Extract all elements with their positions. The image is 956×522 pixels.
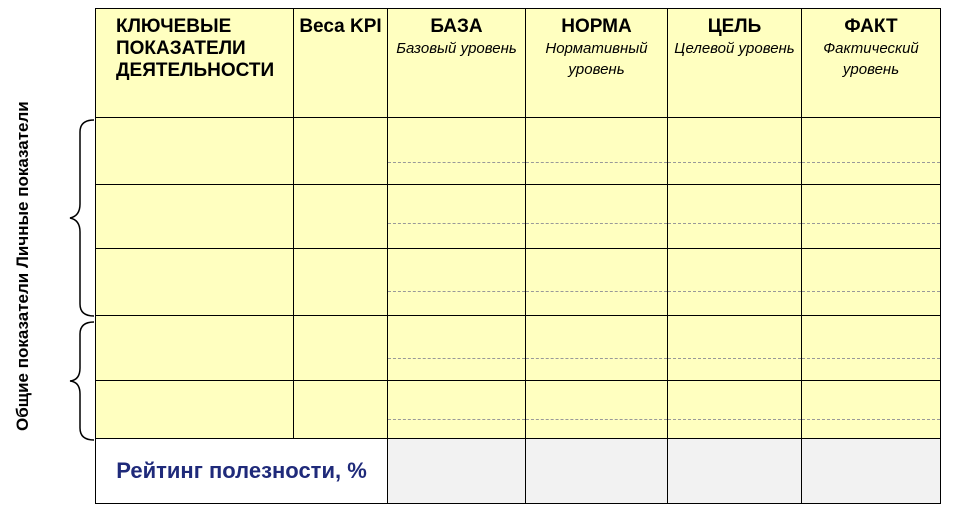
common-group-brace: [66, 320, 96, 442]
norm-cell[interactable]: [526, 249, 668, 316]
table-row: [96, 316, 941, 381]
personal-group-brace: [66, 118, 96, 318]
table-row: [96, 118, 941, 185]
header-target-subtitle: Целевой уровень: [674, 40, 795, 57]
header-fact-title: ФАКТ: [844, 16, 898, 37]
norm-cell[interactable]: [526, 316, 668, 381]
norm-cell[interactable]: [526, 381, 668, 439]
target-cell[interactable]: [668, 185, 802, 249]
personal-group-text: Личные показатели: [13, 101, 32, 268]
norm-cell[interactable]: [526, 118, 668, 185]
base-cell[interactable]: [388, 381, 526, 439]
kpi-table: [95, 8, 941, 504]
target-cell[interactable]: [668, 249, 802, 316]
base-cell[interactable]: [388, 118, 526, 185]
norm-cell[interactable]: [526, 185, 668, 249]
header-norm-title: НОРМА: [561, 16, 632, 37]
target-cell[interactable]: [668, 118, 802, 185]
table-row: [96, 185, 941, 249]
kpi-cell[interactable]: [96, 316, 294, 381]
target-cell[interactable]: [668, 316, 802, 381]
common-group-text: Общие показатели: [13, 272, 32, 431]
header-norm-subtitle: Нормативный уровень: [545, 40, 648, 78]
header-row: [96, 9, 941, 118]
base-cell[interactable]: [388, 249, 526, 316]
fact-cell[interactable]: [802, 249, 941, 316]
weight-cell[interactable]: [294, 118, 388, 185]
kpi-cell[interactable]: [96, 381, 294, 439]
rating-base-cell[interactable]: [388, 439, 526, 504]
rating-fact-cell[interactable]: [802, 439, 941, 504]
personal-group-label: [13, 101, 33, 268]
target-cell[interactable]: [668, 381, 802, 439]
header-norm: [526, 9, 668, 118]
header-fact-subtitle: Фактический уровень: [823, 40, 919, 78]
weight-cell[interactable]: [294, 316, 388, 381]
rating-label-cell: [96, 439, 388, 504]
header-target: [668, 9, 802, 118]
weight-cell[interactable]: [294, 185, 388, 249]
fact-cell[interactable]: [802, 316, 941, 381]
header-fact: [802, 9, 941, 118]
header-kpi: [96, 9, 294, 118]
kpi-cell[interactable]: [96, 118, 294, 185]
weight-cell[interactable]: [294, 249, 388, 316]
base-cell[interactable]: [388, 185, 526, 249]
table-row: [96, 249, 941, 316]
header-base-subtitle: Базовый уровень: [396, 40, 517, 57]
header-weights: [294, 9, 388, 118]
fact-cell[interactable]: [802, 185, 941, 249]
rating-norm-cell[interactable]: [526, 439, 668, 504]
header-weights-title: Веса KPI: [299, 16, 382, 37]
rating-row: [96, 439, 941, 504]
rating-label: Рейтинг полезности, %: [116, 458, 367, 483]
common-group-label: [13, 272, 33, 431]
weight-cell[interactable]: [294, 381, 388, 439]
table-row: [96, 381, 941, 439]
header-base-title: БАЗА: [430, 16, 483, 37]
header-base: [388, 9, 526, 118]
header-target-title: ЦЕЛЬ: [707, 16, 762, 37]
rating-target-cell[interactable]: [668, 439, 802, 504]
kpi-cell[interactable]: [96, 185, 294, 249]
header-kpi-title: КЛЮЧЕВЫЕ ПОКАЗАТЕЛИ ДЕЯТЕЛЬНОСТИ: [116, 16, 275, 81]
base-cell[interactable]: [388, 316, 526, 381]
fact-cell[interactable]: [802, 381, 941, 439]
kpi-cell[interactable]: [96, 249, 294, 316]
fact-cell[interactable]: [802, 118, 941, 185]
